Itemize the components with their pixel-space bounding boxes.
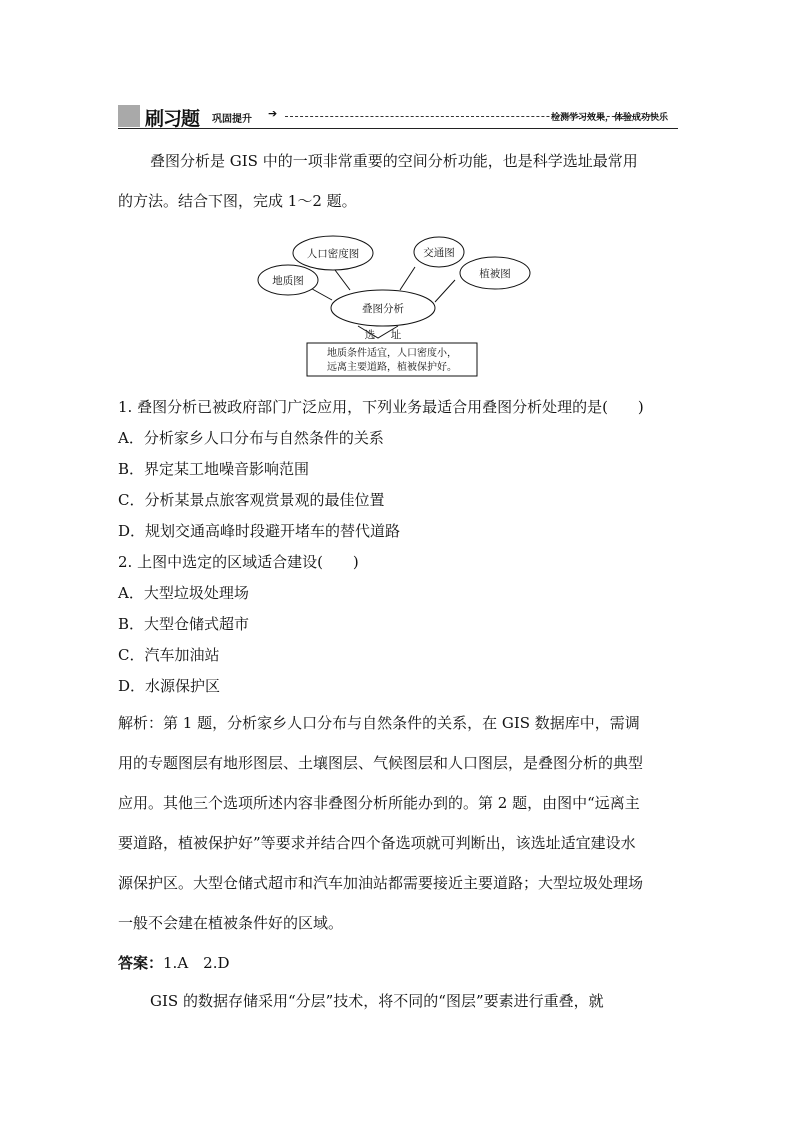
analysis-line-2: 用的专题图层有地形图层、土壤图层、气候图层和人口图层，是叠图分析的典型 [118,754,644,772]
header-underline [118,128,678,129]
analysis-line-1: 解析：第 1 题，分析家乡人口分布与自然条件的关系，在 GIS 数据库中，需调 [118,714,640,732]
select-label-left: 选 [364,329,376,341]
node-population-label: 人口密度图 [306,248,360,260]
q1-option-c: C．分析某景点旅客观赏景观的最佳位置 [118,491,385,509]
q1-option-d: D．规划交通高峰时段避开堵车的替代道路 [118,522,401,540]
connector-vegetation [435,280,455,302]
analysis-line-3: 应用。其他三个选项所述内容非叠图分析所能办到的。第 2 题，由图中“远离主 [118,794,640,812]
select-label-right: 址 [390,329,402,341]
header-subtitle: 巩固提升 [212,114,252,125]
q1-option-a: A．分析家乡人口分布与自然条件的关系 [118,429,384,447]
header-right-text: 检测学习效果，体验成功快乐 [550,113,668,123]
q1-stem: 1. 叠图分析已被政府部门广泛应用，下列业务最适合用叠图分析处理的是( ) [118,398,644,416]
intro-line-1: 叠图分析是 GIS 中的一项非常重要的空间分析功能，也是科学选址最常用 [150,152,638,170]
arrow-icon: ➔ [268,107,278,120]
q2-option-d: D．水源保护区 [118,677,221,695]
answer-label: 答案： [118,954,164,972]
result-line-1: 地质条件适宜，人口密度小， [327,348,457,359]
node-vegetation-label: 植被图 [479,268,511,280]
header-gray-block [118,105,140,127]
result-line-2: 远离主要道路，植被保护好。 [327,362,457,373]
intro-line-2: 的方法。结合下图，完成 1～2 题。 [118,192,357,210]
q2-option-a: A．大型垃圾处理场 [118,584,249,602]
section-header [118,104,678,128]
q2-option-b: B．大型仓储式超市 [118,615,250,633]
node-geology-label: 地质图 [272,275,304,287]
answer-line [118,952,678,973]
connector-traffic [400,267,415,290]
analysis-line-6: 一般不会建在植被条件好的区域。 [118,914,344,932]
answer-value: 1.A 2.D [163,954,230,972]
header-title: 刷习题 [145,108,200,130]
q2-stem: 2. 上图中选定的区域适合建设( ) [118,553,359,571]
connector-population [335,270,350,290]
node-traffic-label: 交通图 [423,247,455,259]
node-center-label: 叠图分析 [362,303,404,315]
q2-option-c: C．汽车加油站 [118,646,220,664]
next-para-line-1: GIS 的数据存储采用“分层”技术，将不同的“图层”要素进行重叠，就 [150,992,604,1010]
analysis-line-4: 要道路，植被保护好”等要求并结合四个备选项就可判断出，该选址适宜建设水 [118,834,636,852]
q1-option-b: B．界定某工地噪音影响范围 [118,460,310,478]
overlay-diagram [250,230,540,380]
analysis-line-5: 源保护区。大型仓储式超市和汽车加油站都需要接近主要道路；大型垃圾处理场 [118,874,644,892]
